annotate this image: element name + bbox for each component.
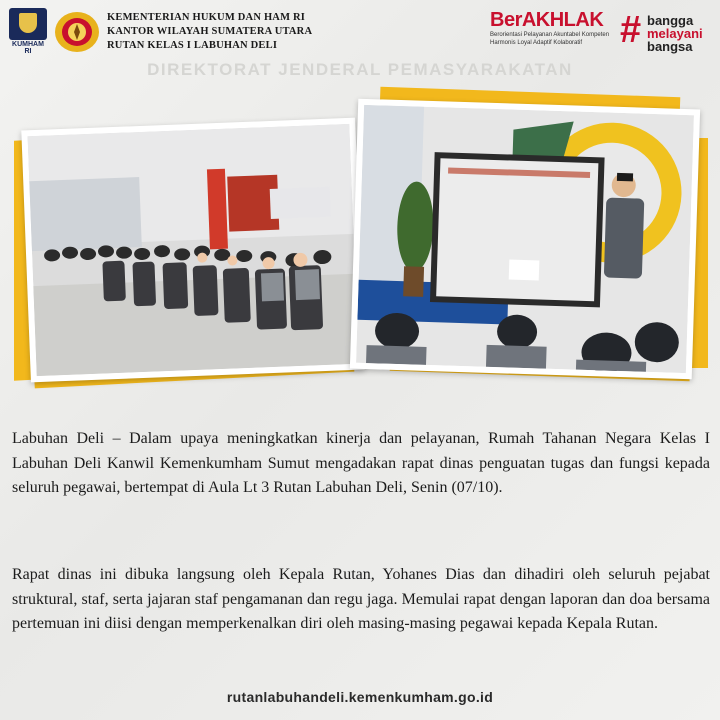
berakhlak-logo-icon — [490, 8, 614, 54]
watermark: DIREKTORAT JENDERAL PEMASYARAKATAN — [147, 60, 573, 79]
berakhlak-title: BerAKHLAK — [490, 9, 604, 31]
kumham-logo-icon — [9, 8, 47, 54]
article-paragraph-1: Labuhan Deli – Dalam upaya meningkatkan kinerja dan pelayanan, Rumah Tahanan Negara Kelas I Labuhan Deli Kanwil Kemenkumham Sumut mengadakan rapat dinas penguatan tugas dan fungsi kepada seluruh pegawai, bertempat di Aula Lt 3 Rutan Labuhan Deli, Senin (07/10). — [12, 430, 710, 496]
org-line-2: KANTOR WILAYAH SUMATERA UTARA — [107, 26, 313, 37]
photo-left — [14, 110, 364, 390]
website-url: rutanlabuhandeli.kemenkumham.go.id — [226, 689, 494, 705]
article-paragraph-2: Rapat dinas ini dibuka langsung oleh Kepala Rutan, Yohanes Dias dan dihadiri oleh seluruh pejabat struktural, staf, serta jajaran staf pengamanan dan regu jaga. Memulai rapat dengan laporan dan doa bersama pertemuan ini diisi dengan memperkenalkan diri oleh masing-masing pegawai kepada Kepala Rutan. — [12, 566, 710, 632]
header — [0, 0, 720, 62]
presenter-projector-photo — [356, 105, 694, 373]
kumham-caption: KUMHAM RI — [12, 41, 44, 55]
organization-name — [107, 11, 312, 53]
garuda-emblem-icon — [53, 10, 101, 54]
berakhlak-subtitle-2: Harmonis Loyal Adaptif Kolaboratif — [490, 39, 583, 46]
org-line-3: RUTAN KELAS I LABUHAN DELI — [107, 40, 278, 51]
meeting-audience-photo — [28, 124, 359, 376]
berakhlak-subtitle-1: Berorientasi Pelayanan Akuntabel Kompeten — [490, 32, 610, 38]
org-line-1: KEMENTERIAN HUKUM DAN HAM RI — [107, 12, 306, 23]
bangga-line-3: bangsa — [647, 39, 693, 54]
photo-right — [350, 92, 712, 390]
bangga-line-2: melayani — [647, 26, 703, 41]
bangga-line-1: bangga — [647, 13, 694, 28]
bangga-melayani-bangsa-logo-icon: # bangga melayani bangsa — [620, 9, 703, 54]
